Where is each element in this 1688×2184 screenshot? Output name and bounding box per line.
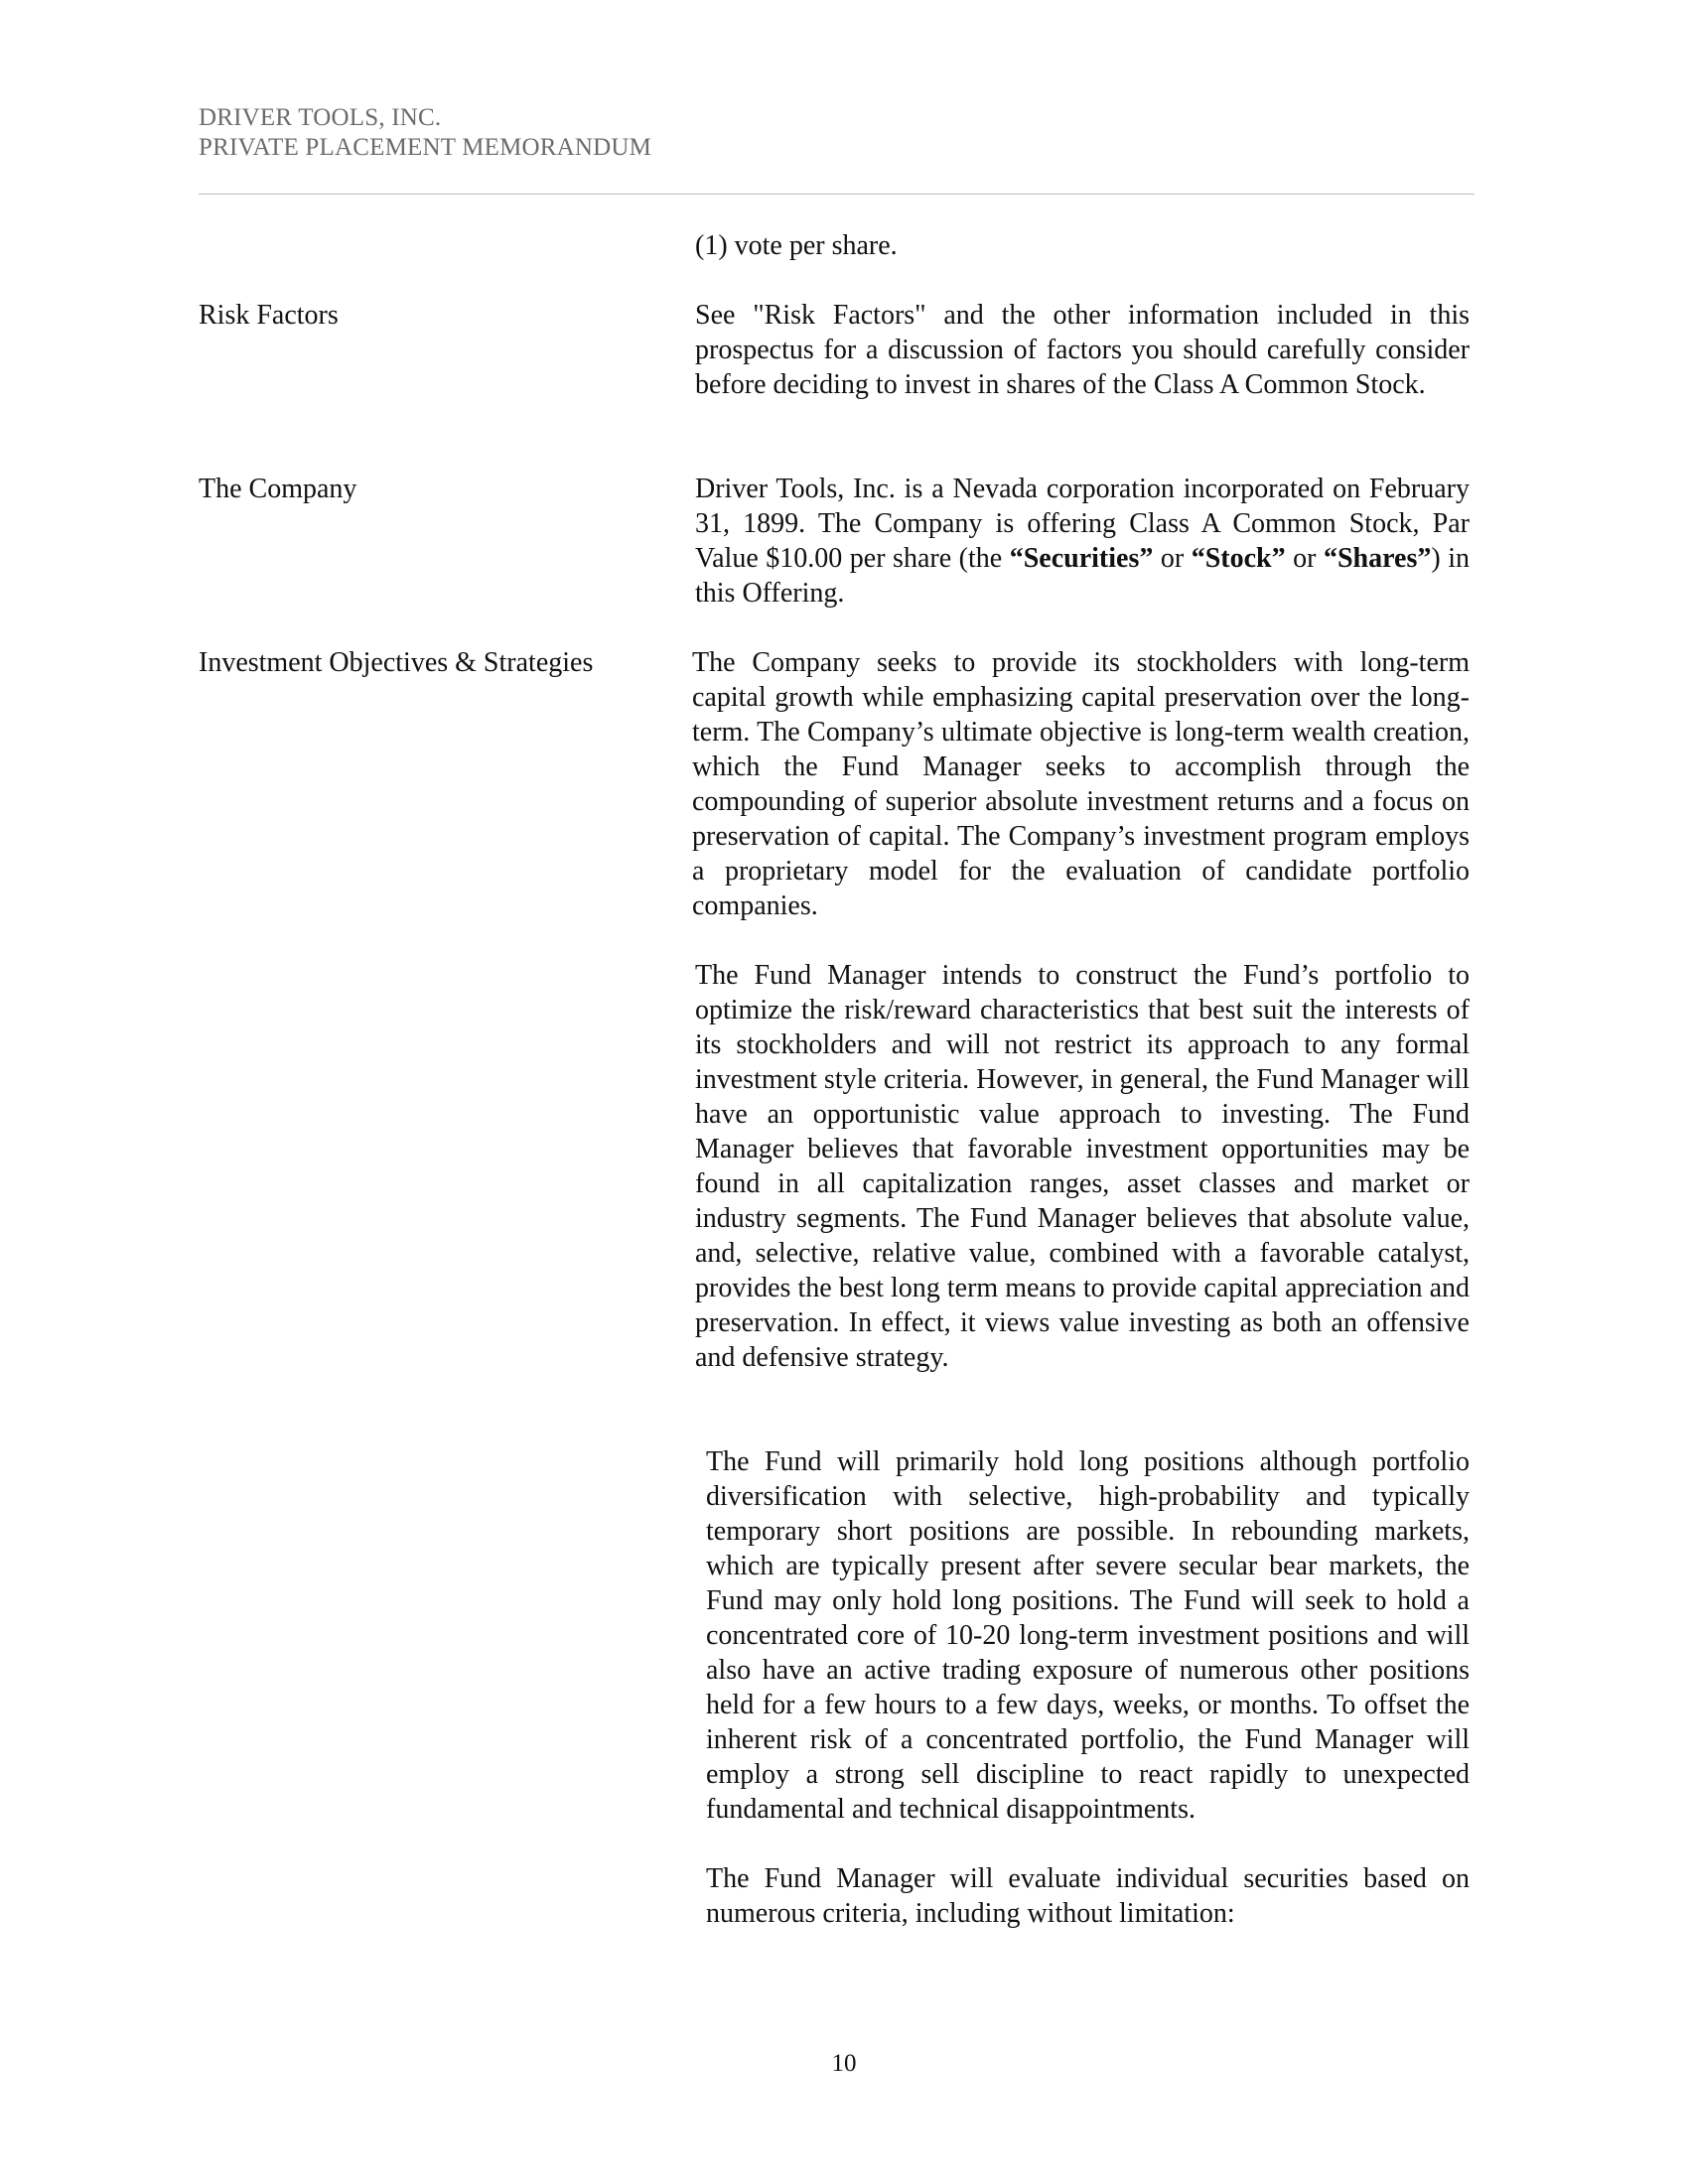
page-number: 10 [831,2050,857,2077]
defined-term-stock: “Stock” [1191,543,1286,574]
investment-objectives-paragraph-1: The Company seeks to provide its stockholders with long-term capital growth while emphasizing capital preservation over the long-term. The Company’s ultimate objective is long-term wealth creation, which the Fund Manager seeks to accomplish through the compounding of superior absolute investment returns and a focus on preservation of capital. The Company’s investment program employs a proprietary model for the evaluation of candidate portfolio companies. [692,647,1470,921]
risk-factors-paragraph: See "Risk Factors" and the other information included in this prospectus for a discussion of factors you should carefully consider before deciding to invest in shares of the Class A Common Stock. [695,300,1470,400]
the-company-body [695,472,1470,611]
the-company-paragraph: Driver Tools, Inc. is a Nevada corporation incorporated on February 31, 1899. The Company is offering Class A Common Stock, Par Value $10.00 per share (the “Securities” or “Stock” or “Shares”) in this Offering. [695,474,1470,609]
company-name: DRIVER TOOLS, INC. [199,104,442,131]
investment-objectives-paragraph-3: The Fund will primarily hold long positions although portfolio diversification with selective, high-probability and typically temporary short positions are possible. In rebounding markets, which are typically present after severe secular bear markets, the Fund may only hold long positions. The Fund will seek to hold a concentrated core of 10-20 long-term investment positions and will also have an active trading exposure of numerous other positions held for a few hours to a few days, weeks, or months. To offset the inherent risk of a concentrated portfolio, the Fund Manager will employ a strong sell discipline to react rapidly to unexpected fundamental and technical disappointments. [706,1446,1470,1825]
continuation-text: (1) vote per share. [695,230,898,261]
risk-factors-body [695,298,1470,402]
document-title: PRIVATE PLACEMENT MEMORANDUM [199,134,652,161]
section-label-the-company: The Company [199,474,357,504]
section-label-investment-objectives: Investment Objectives & Strategies [199,647,594,678]
defined-term-shares: “Shares” [1323,543,1432,574]
header-divider [199,194,1475,195]
defined-term-securities: “Securities” [1009,543,1154,574]
section-label-risk-factors: Risk Factors [199,300,339,331]
investment-objectives-paragraph-4: The Fund Manager will evaluate individual securities based on numerous criteria, including without limitation: [706,1863,1470,1929]
document-header [199,103,651,163]
investment-objectives-paragraph-2: The Fund Manager intends to construct the Fund’s portfolio to optimize the risk/reward characteristics that best suit the interests of its stockholders and will not restrict its approach to any formal investment style criteria. However, in general, the Fund Manager will have an opportunistic value approach to investing. The Fund Manager believes that favorable investment opportunities may be found in all capitalization ranges, asset classes and market or industry segments. The Fund Manager believes that absolute value, and, selective, relative value, combined with a favorable catalyst, provides the best long term means to provide capital appreciation and preservation. In effect, it views value investing as both an offensive and defensive strategy. [695,960,1470,1373]
